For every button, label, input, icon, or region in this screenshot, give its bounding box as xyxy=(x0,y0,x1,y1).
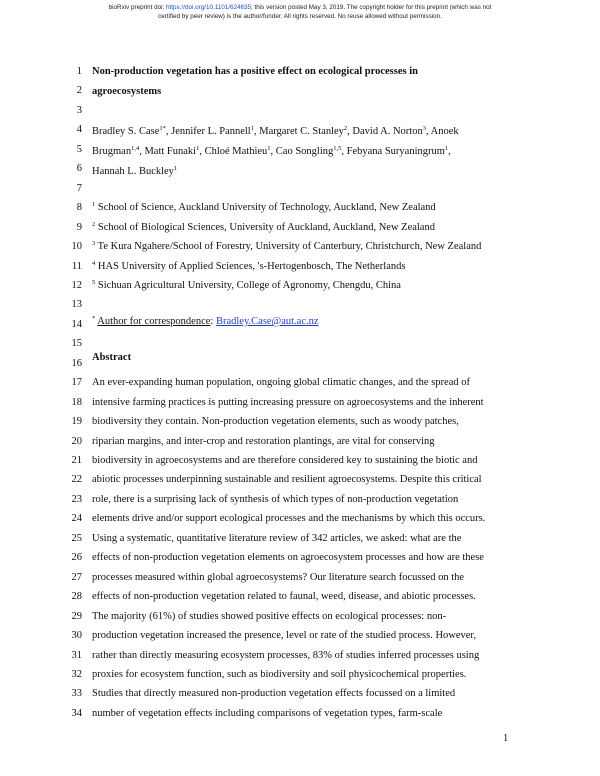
author-affiliation-marker: 1 xyxy=(196,145,200,152)
author-name: , Matt Funaki xyxy=(139,146,197,157)
abstract-line: An ever-expanding human population, ongoing global climatic changes, and the spread of xyxy=(92,377,470,388)
correspondence-email-link[interactable]: Bradley.Case@aut.ac.nz xyxy=(215,316,319,327)
author-name: , Chloé Mathieu xyxy=(199,146,268,157)
abstract-line: Using a systematic, quantitative literature review of 342 articles, we asked: what are the xyxy=(92,533,462,544)
preprint-header xyxy=(0,3,600,21)
line-number: 14 xyxy=(71,319,82,330)
line-number: 18 xyxy=(71,397,82,408)
line-number: 23 xyxy=(71,494,82,505)
author-name: , Anoek xyxy=(425,126,459,137)
affiliation-marker: 1 xyxy=(92,201,96,208)
author-affiliation-marker: 1 xyxy=(250,125,254,132)
affiliation-text: School of Biological Sciences, University of Auckland, Auckland, New Zealand xyxy=(95,222,435,233)
line-number: 32 xyxy=(71,669,82,680)
abstract-line: role, there is a surprising lack of synthesis of which types of non-production vegetation xyxy=(92,494,459,505)
abstract-line: processes measured within global agroecosystems? Our literature search focussed on the xyxy=(92,572,465,583)
author-affiliation-marker: 1 xyxy=(173,165,178,172)
line-number: 10 xyxy=(71,241,82,252)
author-affiliation-marker: 1 xyxy=(267,145,271,152)
author-affiliation-marker: 3 xyxy=(422,125,426,132)
affiliation-marker: 2 xyxy=(92,221,96,228)
page-number: 1 xyxy=(503,733,509,744)
abstract-line: The majority (61%) of studies showed positive effects on ecological processes: non- xyxy=(92,611,447,622)
author-name: , Jennifer L. Pannell xyxy=(165,126,251,137)
abstract-line: Studies that directly measured non-production vegetation effects focussed on a limited xyxy=(92,688,456,699)
affiliation-text: HAS University of Applied Sciences, 's-Hertogenbosch, The Netherlands xyxy=(95,261,406,272)
line-number: 17 xyxy=(71,377,82,388)
abstract-line: intensive farming practices is putting increasing pressure on agroecosystems and the inherent xyxy=(92,397,484,408)
line-number: 33 xyxy=(71,688,82,699)
line-number: 34 xyxy=(71,708,82,719)
author-name: , Febyana Suryaningrum xyxy=(341,146,445,157)
line-number: 2 xyxy=(76,85,82,96)
abstract-line: effects of non-production vegetation related to faunal, weed, disease, and abiotic processes. xyxy=(92,591,476,602)
title-line-2: agroecosystems xyxy=(92,86,162,97)
abstract-line: riparian margins, and inter-crop and restoration plantings, are vital for conserving xyxy=(92,436,435,447)
author-affiliation-marker: 1,4 xyxy=(131,145,140,152)
author-name: , Margaret C. Stanley xyxy=(253,126,344,137)
affiliation-text: Sichuan Agricultural University, College of Agronomy, Chengdu, China xyxy=(95,280,401,291)
affiliation-item xyxy=(92,261,532,272)
author-name: , David A. Norton xyxy=(347,126,423,137)
abstract-line: number of vegetation effects including comparisons of vegetation types, farm-scale xyxy=(92,708,443,719)
line-number: 28 xyxy=(71,591,82,602)
correspondence: * Author for correspondence: Bradley.Case@aut.ac.nz xyxy=(92,315,319,327)
line-number: 25 xyxy=(71,533,82,544)
affiliation-marker: 5 xyxy=(92,279,96,286)
author-name: Hannah L. Buckley xyxy=(92,166,174,177)
line-number: 16 xyxy=(71,358,82,369)
line-number: 13 xyxy=(71,299,82,310)
header-line-1: bioRxiv preprint doi: https://doi.org/10.1101/624635; this version posted May 3, 2019. The copyright holder for this preprint (which was not xyxy=(108,4,492,11)
line-number: 12 xyxy=(71,280,82,291)
author-affiliation-marker: 1 xyxy=(444,145,449,152)
line-number: 7 xyxy=(76,183,82,194)
correspondence-label: Author for correspondence xyxy=(97,316,211,327)
line-number: 31 xyxy=(71,650,82,661)
abstract-line: rather than directly measuring ecosystem processes, 83% of studies inferred processes using xyxy=(92,650,480,661)
affiliation-text: School of Science, Auckland University of Technology, Auckland, New Zealand xyxy=(95,202,436,213)
title-line-1: Non-production vegetation has a positive effect on ecological processes in xyxy=(92,66,418,77)
line-number: 6 xyxy=(76,163,82,174)
header-line-2: certified by peer review) is the author/funder. All rights reserved. No reuse allowed without permission. xyxy=(158,13,442,20)
line-number: 9 xyxy=(76,222,82,233)
abstract-line: elements drive and/or support ecological processes and the mechanisms by which this occurs. xyxy=(92,513,486,524)
authors-line-1 xyxy=(92,126,532,137)
abstract-line: proxies for ecosystem function, such as biodiversity and soil physicochemical properties. xyxy=(92,669,467,680)
line-number: 27 xyxy=(71,572,82,583)
line-number: 19 xyxy=(71,416,82,427)
abstract-line: biodiversity they contain. Non-production vegetation elements, such as woody patches, xyxy=(92,416,459,427)
line-number: 26 xyxy=(71,552,82,563)
abstract-line: abiotic processes underpinning sustainable and resilient agroecosystems. Despite this critical xyxy=(92,474,482,485)
doi-link[interactable]: https://doi.org/10.1101/624635 xyxy=(166,4,252,11)
author-name: , xyxy=(448,146,451,157)
abstract-heading: Abstract xyxy=(92,352,132,363)
line-number: 15 xyxy=(71,338,82,349)
line-number: 29 xyxy=(71,611,82,622)
author-name: Brugman xyxy=(92,146,132,157)
line-number: 11 xyxy=(71,261,82,272)
line-number: 22 xyxy=(71,474,82,485)
author-affiliation-marker: 2 xyxy=(343,125,348,132)
line-number: 24 xyxy=(71,513,82,524)
author-name: Bradley S. Case xyxy=(92,126,160,137)
line-number: 20 xyxy=(71,436,82,447)
abstract-line: effects of non-production vegetation elements on agroecosystem processes and how are these xyxy=(92,552,484,563)
line-number: 8 xyxy=(76,202,82,213)
affiliation-item xyxy=(92,241,532,252)
line-number: 1 xyxy=(76,66,82,77)
abstract-line: biodiversity in agroecosystems and are therefore considered key to sustaining the biotic and xyxy=(92,455,478,466)
line-number: 4 xyxy=(76,124,82,135)
line-number: 3 xyxy=(76,105,82,116)
affiliation-item xyxy=(92,222,532,233)
abstract-line: production vegetation increased the presence, level or rate of the studied process. However, xyxy=(92,630,477,641)
affiliation-marker: 3 xyxy=(92,240,96,247)
affiliation-text: Te Kura Ngahere/School of Forestry, University of Canterbury, Christchurch, New Zealand xyxy=(95,241,482,252)
author-name: , Cao Songling xyxy=(270,146,334,157)
affiliation-item xyxy=(92,202,532,213)
line-number: 5 xyxy=(76,144,82,155)
line-number: 30 xyxy=(71,630,82,641)
authors-line-2 xyxy=(92,146,532,157)
author-affiliation-marker: 1* xyxy=(159,125,166,132)
authors-line-3 xyxy=(92,166,532,177)
affiliation-marker: 4 xyxy=(92,260,96,267)
affiliation-item xyxy=(92,280,532,291)
line-number: 21 xyxy=(71,455,82,466)
author-affiliation-marker: 1,5 xyxy=(333,145,342,152)
